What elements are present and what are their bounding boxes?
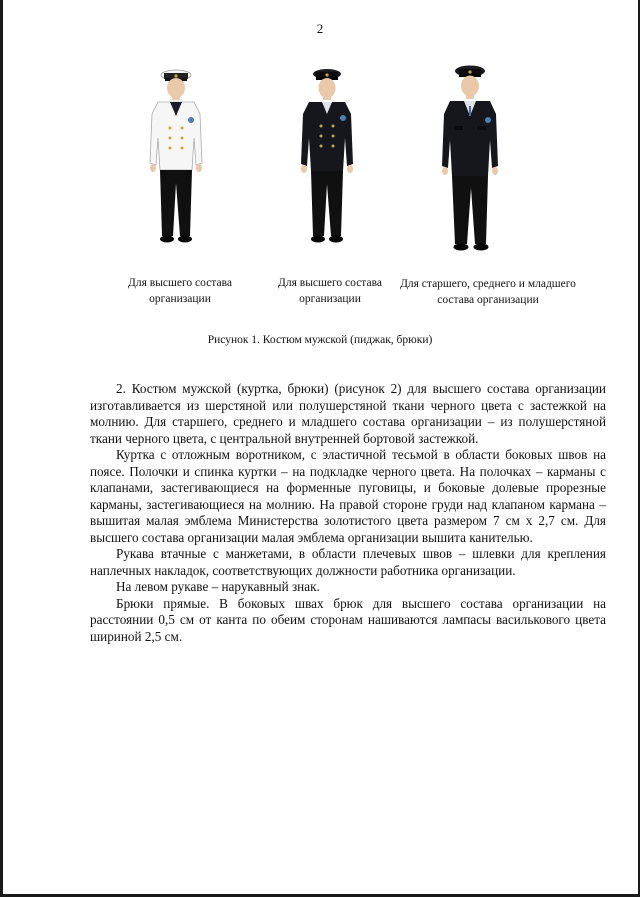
figure-caption-2: Для высшего состава организации: [278, 277, 382, 305]
paragraph-1: 2. Костюм мужской (куртка, брюки) (рисунок 2) для высшего состава организации изготавливается из шерстяной или полушерстяной ткани черного цвета с застежкой на молнию. Для старшего, среднего и младшего состава организации – из полушерстяной ткани черного цвета, с центральной внутренней бортовой застежкой.: [90, 381, 606, 446]
white-uniform-figure: [140, 58, 216, 258]
figure-caption-3: Для старшего, среднего и младшего состава организации: [400, 278, 576, 306]
body-text: [90, 381, 606, 645]
paragraph-2: Куртка с отложным воротником, с эластичной тесьмой в области боковых швов на поясе. Полочки и спинка куртки – на подкладке черного цвета. На полочках – карманы с клапанами, застегивающиеся на форменные пуговицы, и боковые долевые прорезные карманы, застегивающиеся на молнию. На правой стороне груди над клапаном кармана – вышитая малая эмблема Министерства золотистого цвета размером 7 см х 2,7 см. Для высшего состава организации малая эмблема организации вышита канителью.: [90, 447, 606, 545]
black-uniform-figure: [289, 58, 365, 258]
black-uniform-figure-junior: [432, 58, 508, 263]
paragraph-5: Брюки прямые. В боковых швах брюк для высшего состава организации на расстоянии 0,5 см от канта по обеим сторонам нашиваются лампасы василькового цвета шириной 2,5 см.: [90, 595, 606, 644]
page-number: 2: [316, 21, 324, 36]
paragraph-4: На левом рукаве – нарукавный знак.: [116, 579, 320, 594]
figure-title: Рисунок 1. Костюм мужской (пиджак, брюки): [207, 334, 433, 346]
paragraph-3: Рукава втачные с манжетами, в области плечевых швов – шлевки для крепления наплечных накладок, соответствующих должности работника организации.: [90, 546, 606, 578]
scan-edge-left: [0, 0, 3, 897]
figure-caption-1: Для высшего состава организации: [128, 277, 232, 305]
